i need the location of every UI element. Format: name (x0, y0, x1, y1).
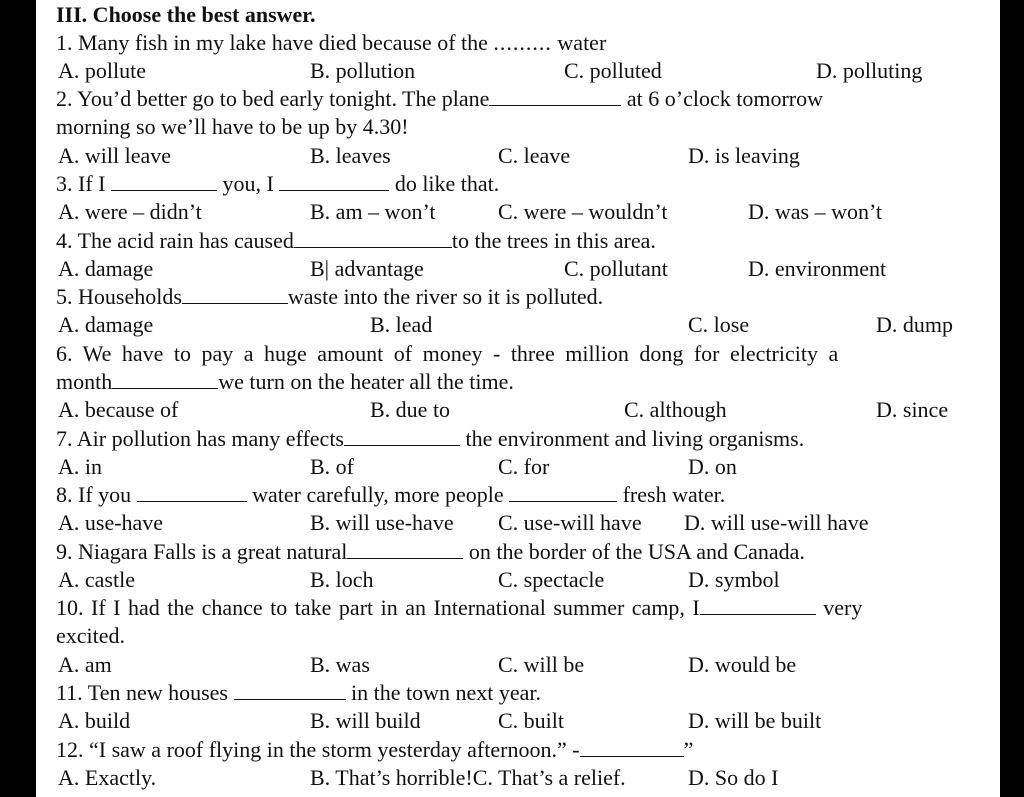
question-10-option-c[interactable]: C. will be (498, 652, 585, 677)
question-4-blank (294, 229, 452, 248)
question-8-option-d[interactable]: D. will use-will have (684, 510, 869, 535)
question-3-part-3: do like that. (389, 171, 500, 196)
question-5-part-2: waste into the river so it is polluted. (287, 284, 604, 309)
question-2-option-a[interactable]: A. will leave (58, 143, 172, 168)
question-2-part-2: at 6 o’clock tomorrow (621, 86, 824, 111)
question-4-text (56, 228, 656, 254)
question-6-text-line-2 (56, 369, 514, 395)
question-3-option-c[interactable]: C. were – wouldn’t (498, 199, 668, 224)
question-8-option-b[interactable]: B. will use-have (310, 510, 454, 535)
question-4-option-c[interactable]: C. pollutant (564, 256, 668, 281)
question-8-option-c[interactable]: C. use-will have (498, 510, 642, 535)
question-11-text (56, 680, 541, 706)
question-11-part-2: in the town next year. (345, 680, 542, 705)
question-8-blank-2 (509, 483, 617, 502)
question-3-option-d[interactable]: D. was – won’t (748, 199, 883, 224)
question-7-option-c[interactable]: C. for (498, 454, 550, 479)
question-6-option-a[interactable]: A. because of (58, 397, 179, 422)
question-3-blank-2 (279, 172, 389, 191)
question-10-blank (700, 596, 816, 615)
question-6-part-2: month (56, 369, 113, 394)
question-11-option-d[interactable]: D. will be built (688, 708, 822, 733)
question-1-option-a[interactable]: A. pollute (58, 58, 146, 83)
question-3-option-b[interactable]: B. am – won’t (310, 199, 436, 224)
question-3-option-a[interactable]: A. were – didn’t (58, 199, 202, 224)
question-8-blank-1 (137, 483, 247, 502)
question-7-option-d[interactable]: D. on (688, 454, 737, 479)
question-4-option-a[interactable]: A. damage (58, 256, 154, 281)
question-12-option-a[interactable]: A. Exactly. (58, 765, 157, 790)
question-5-option-a[interactable]: A. damage (58, 312, 154, 337)
question-7-blank (344, 427, 460, 446)
question-9-option-c[interactable]: C. spectacle (498, 567, 605, 592)
question-8-text (56, 482, 725, 508)
question-1-part-2: water (551, 30, 607, 55)
question-6-option-d[interactable]: D. since (876, 397, 949, 422)
question-9-option-a[interactable]: A. castle (58, 567, 135, 592)
question-9-blank (347, 540, 463, 559)
question-12-part-1: 12. “I saw a roof flying in the storm yesterday afternoon.” - (56, 737, 580, 762)
question-11-blank (234, 681, 346, 700)
question-7-part-2: the environment and living organisms. (460, 426, 805, 451)
question-3-part-1: 3. If I (56, 171, 111, 196)
question-3-text (56, 171, 499, 197)
question-3-part-2: you, I (216, 171, 280, 196)
question-11-part-1: 11. Ten new houses (56, 680, 234, 705)
question-10-text (56, 595, 862, 621)
question-7-option-b[interactable]: B. of (310, 454, 354, 479)
question-7-text (56, 426, 804, 452)
question-5-option-b[interactable]: B. lead (370, 312, 433, 337)
question-12-part-2: ” (683, 737, 694, 762)
question-2-option-b[interactable]: B. leaves (310, 143, 391, 168)
question-9-option-d[interactable]: D. symbol (688, 567, 780, 592)
question-1-part-1: 1. Many fish in my lake have died because of the (56, 30, 494, 55)
question-6-text: 6. We have to pay a huge amount of money - three million dong for electricity a (56, 341, 839, 366)
question-10-option-b[interactable]: B. was (310, 652, 370, 677)
question-5-option-c[interactable]: C. lose (688, 312, 750, 337)
question-12-blank (580, 738, 684, 757)
question-10-option-d[interactable]: D. would be (688, 652, 797, 677)
question-1-option-c[interactable]: C. polluted (564, 58, 662, 83)
question-12-option-d[interactable]: D. So do I (688, 765, 779, 790)
question-9-part-2: on the border of the USA and Canada. (463, 539, 805, 564)
question-2-blank (489, 87, 621, 106)
question-5-part-1: 5. Households (56, 284, 182, 309)
question-9-text (56, 539, 805, 565)
question-11-option-a[interactable]: A. build (58, 708, 131, 733)
question-5-blank (182, 285, 288, 304)
question-7-option-a[interactable]: A. in (58, 454, 102, 479)
question-5-option-d[interactable]: D. dump (876, 312, 953, 337)
section-title: III. Choose the best answer. (56, 2, 316, 27)
question-12-text (56, 737, 693, 763)
question-11-option-b[interactable]: B. will build (310, 708, 421, 733)
question-8-part-2: water carefully, more people (246, 482, 510, 507)
question-1-blank: ......... (493, 30, 552, 55)
question-4-option-b[interactable]: B| advantage (310, 256, 424, 281)
question-12-option-b-c[interactable]: B. That’s horrible!C. That’s a relief. (310, 765, 626, 790)
question-2-text (56, 86, 823, 112)
question-2-part-1: 2. You’d better go to bed early tonight. The plane (56, 86, 490, 111)
question-1-text (56, 30, 606, 56)
question-4-part-1: 4. The acid rain has caused (56, 228, 294, 253)
question-3-blank-1 (111, 172, 217, 191)
question-6-part-3: we turn on the heater all the time. (218, 369, 514, 394)
question-8-option-a[interactable]: A. use-have (58, 510, 164, 535)
question-4-part-2: to the trees in this area. (451, 228, 656, 253)
question-2-text-line-2: morning so we’ll have to be up by 4.30! (56, 114, 409, 139)
question-10-option-a[interactable]: A. am (58, 652, 112, 677)
question-4-option-d[interactable]: D. environment (748, 256, 887, 281)
question-10-part-2: very (815, 595, 863, 620)
question-5-text (56, 284, 603, 310)
question-10-text-line-2: excited. (56, 623, 126, 648)
question-2-option-c[interactable]: C. leave (498, 143, 571, 168)
question-6-option-b[interactable]: B. due to (370, 397, 451, 422)
question-6-blank (112, 370, 218, 389)
question-9-option-b[interactable]: B. loch (310, 567, 374, 592)
question-1-option-b[interactable]: B. pollution (310, 58, 416, 83)
question-7-part-1: 7. Air pollution has many effects (56, 426, 344, 451)
question-8-part-3: fresh water. (617, 482, 726, 507)
question-2-option-d[interactable]: D. is leaving (688, 143, 800, 168)
question-9-part-1: 9. Niagara Falls is a great natural (56, 539, 348, 564)
question-11-option-c[interactable]: C. built (498, 708, 565, 733)
question-8-part-1: 8. If you (56, 482, 137, 507)
worksheet-page (36, 0, 1000, 797)
question-6-option-c[interactable]: C. although (624, 397, 727, 422)
question-10-part-1: 10. If I had the chance to take part in an International summer camp, I (56, 595, 700, 620)
question-1-option-d[interactable]: D. polluting (816, 58, 923, 83)
